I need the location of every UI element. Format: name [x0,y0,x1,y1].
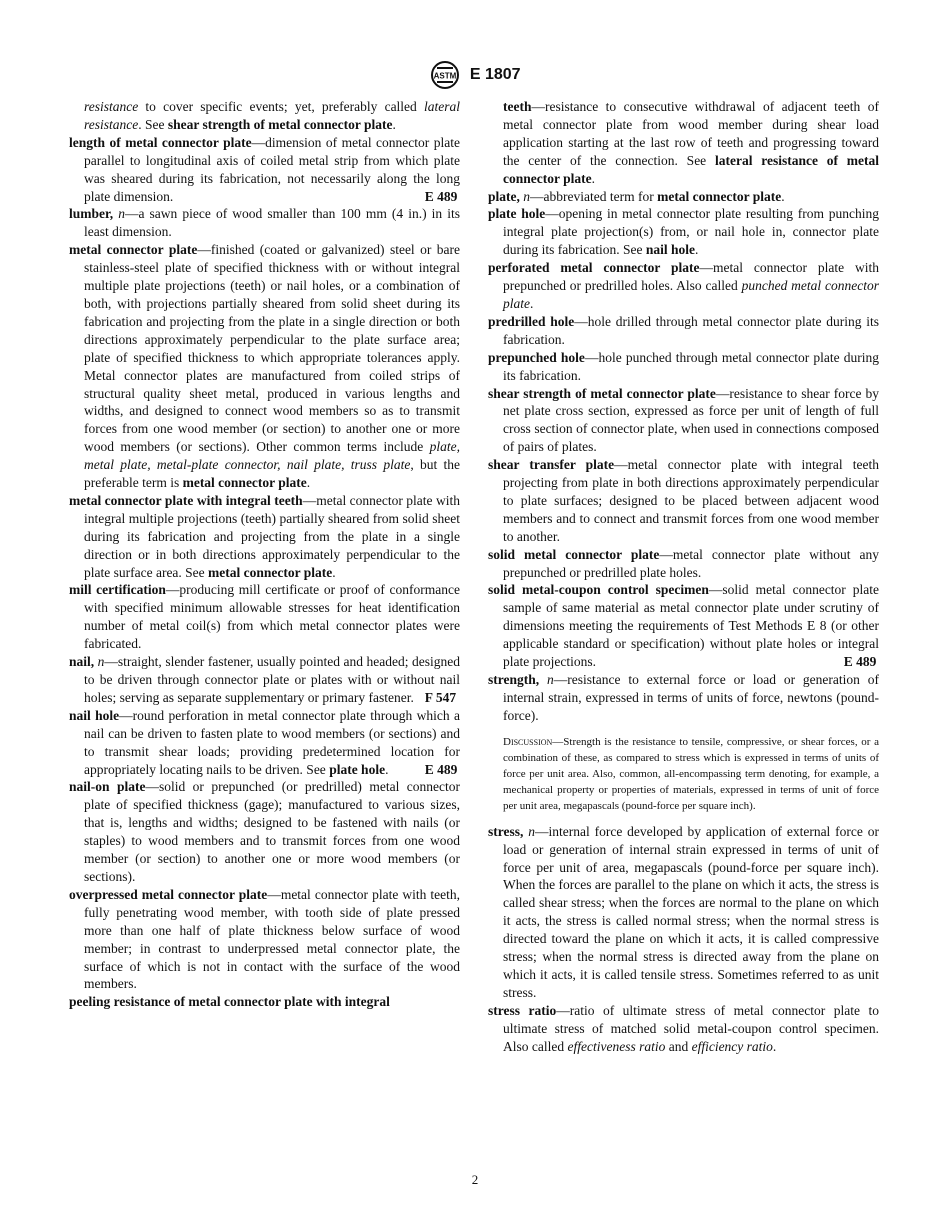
entry-strength: strength, n—resistance to external force or load or generation of internal strain, expressed in terms of units of force, newtons (pound-force). [488,672,879,723]
entry-peeling-resistance: peeling resistance of metal connector plate with integral [69,994,390,1010]
entry-nail: nail, n—straight, slender fastener, usually pointed and headed; designed to be driven through connector plate or plates with or without nail holes; serving as separate supplementary or primary fastener. F 547 [69,654,460,705]
right-column [488,98,879,1056]
standard-designation: E 1807 [469,66,521,83]
entry-stress-ratio: stress ratio—ratio of ultimate stress of metal connector plate to ultimate stress of matched solid metal-coupon control specimen. Also called effectiveness ratio and efficiency ratio. [488,1002,879,1054]
entry-mill-certification: mill certification—producing mill certificate or proof of conformance with specified minimum allowable stresses for heat identification number of metal coil(s) from which metal connector plates were fabricated. [69,582,461,652]
entry-overpressed-metal-connector-plate: overpressed metal connector plate—metal connector plate with teeth, fully penetrating wood member, with tooth side of plate pressed more than one half of plate thickness below surface of wood member; in contrast to underpressed metal connector plate, the surface of which is not in contact with the surface of the wood members. [69,886,460,992]
reference-code: F 547 [424,689,457,705]
entry-length-of-metal-connector-plate: length of metal connector plate—dimension of metal connector plate parallel to longitudinal axis of coiled metal strip from which plate was sheared during its fabrication, not necessarily along the long plate dimension. E 489 [69,134,460,204]
left-column [69,98,460,1011]
svg-text:ASTM: ASTM [434,71,457,81]
entry-peeling-resistance-continued: teeth—resistance to consecutive withdrawal of adjacent teeth of metal connector plate from wood member during shear load application starting at the last row of teeth and progressing toward the center of the connection. See lateral resistance of metal connector plate. [503,99,879,186]
reference-code: E 489 [424,761,458,777]
entry-metal-connector-plate-with-integral-teeth: metal connector plate with integral teeth—metal connector plate with integral multiple projections (teeth) partially sheared from solid sheet during its fabrication and projecting from the plate in a single direction or in both directions approximately perpendicular to the plate surface area. See metal connector plate. [69,492,460,580]
entry-shear-transfer-plate: shear transfer plate—metal connector plate with integral teeth projecting from plate in both directions approximately perpendicular to plate surfaces; designed to be placed between adjacent wood members and to connect and transmit forces from one wood member to another. [488,457,879,544]
entry-solid-metal-coupon-control-specimen: solid metal-coupon control specimen—solid metal connector plate sample of same material as metal connector plate under scrutiny of dimensions meeting the requirements of Test Methods E 8 (or other applicable standard or specification) without plate holes or integral plate projections. E 489 [488,582,880,670]
reference-code: E 489 [424,188,458,204]
entry-stress: stress, n—internal force developed by application of external force or load or generation of internal strain expressed in terms of unit of force per unit of area, megapascals (pound-force per square inch). When the forces are parallel to the plane on which it acts, the stress is called shear stress; when the forces are normal to the plane on which it acts, the stress is called normal stress; when the normal stress is directed toward the plane on which it acts, it is called compressive stress; when the normal stress is directed away from the plane on which it acts, it is called tensile stress. Sometimes referred to as unit stress. [488,823,880,1000]
entry-plate-hole: plate hole—opening in metal connector plate resulting from punching integral plate projection(s) from, or nail hole in, connector plate during its fabrication. See nail hole. [488,206,879,258]
entry-solid-metal-connector-plate: solid metal connector plate—metal connector plate without any prepunched or predrilled plate holes. [488,546,879,580]
astm-logo-icon [429,60,461,90]
page-number: 2 [471,1172,479,1187]
entry-prepunched-hole: prepunched hole—hole punched through metal connector plate during its fabrication. [488,349,879,383]
entry-nail-on-plate: nail-on plate—solid or prepunched (or predrilled) metal connector plate of specified thickness (gage); manufactured to various sizes, that is, lengths and widths; designed to be fastened with nails (or staples) to wood members and to transmit forces from one wood member (or section) to another one or more wood members (or sections). [69,779,460,884]
entry-nail-hole: nail hole—round perforation in metal connector plate through which a nail can be driven to fasten plate to wood members (or sections) and to transmit shear loads; providing predetermined location for appropriately locating nails to be driven. See plate hole. E 489 [69,707,460,777]
entry-predrilled-hole: predrilled hole—hole drilled through metal connector plate during its fabrication. [488,313,879,347]
reference-code: E 489 [843,654,877,670]
entry-perforated-metal-connector-plate: perforated metal connector plate—metal connector plate with prepunched or predrilled holes. Also called punched metal connector plate. [488,260,879,311]
entry-plate: plate, n—abbreviated term for metal connector plate. [488,188,785,204]
entry-lumber: lumber, n—a sawn piece of wood smaller than 100 mm (4 in.) in its least dimension. [69,206,461,240]
page-header [0,60,950,90]
entry-metal-connector-plate: metal connector plate—finished (coated or galvanized) steel or bare stainless-steel plate of specified thickness with or without integral multiple plate projections (teeth) or nail holes, or a combination of both, with projections partially sheared from solid sheet during its fabrication and projecting from the plate in a single direction or both directions approximately perpendicular to the plate surface area; plate of specified thickness to which appropriate tolerances apply. Metal connector plates are manufactured from coiled strips of structural quality sheet metal, produced in various lengths and widths, and designed to connect wood members so as to transmit forces from one wood member (or section) to another one or more wood members (or sections). Other common terms include plate, metal plate, metal-plate connector, nail plate, truss plate, but the preferable term is metal connector plate. [69,242,461,491]
entry-continuation: resistance to cover specific events; yet, preferably called lateral resistance. See shear strength of metal connector plate. [84,99,460,132]
discussion-note: Discussion—Strength is the resistance to tensile, compressive, or shear forces, or a combination of these, as compared to stress which is expressed in terms of units of force per unit area. Also, common, all-encompassing term denoting, for example, a mechanical property or properties of materials, expressed in terms of unit of force per unit area, megapascals (pound-force per square inch). [503,735,879,812]
entry-shear-strength: shear strength of metal connector plate—resistance to shear force by net plate cross section, expressed as force per unit of length of full cross section of connector plate, when used in connections composed of pairs of plates. [488,385,879,455]
